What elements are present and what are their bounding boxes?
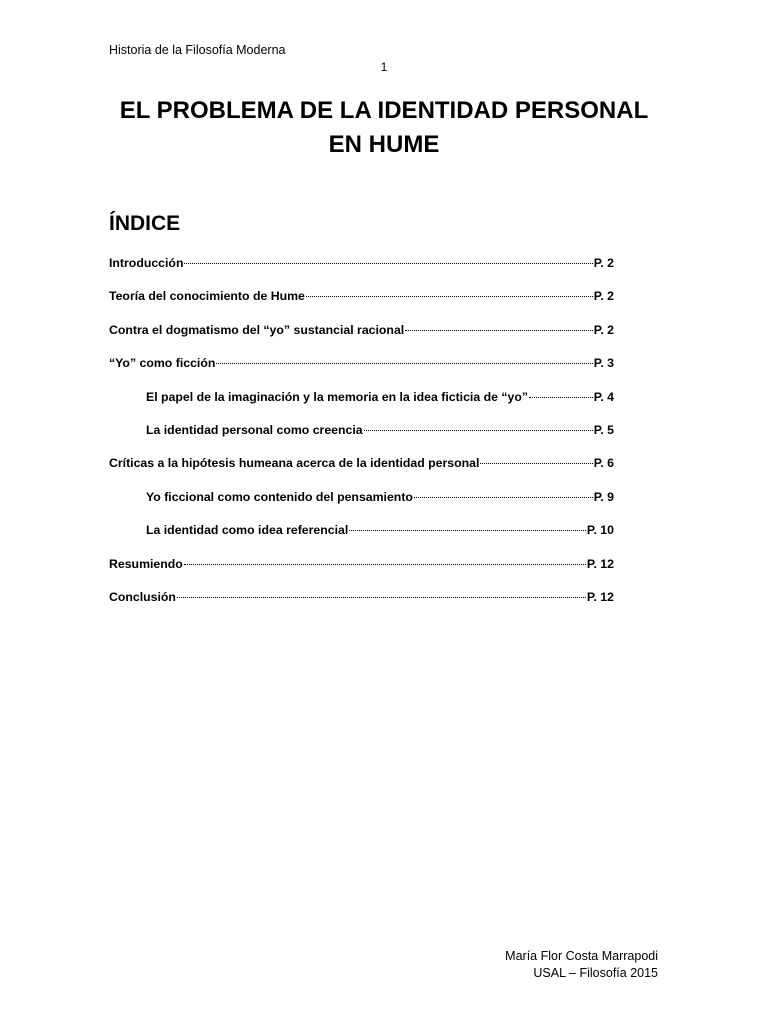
toc-entry-page: P. 12 <box>586 556 614 571</box>
toc-leader-dots <box>364 429 593 431</box>
toc-entry-label: La identidad personal como creencia <box>146 422 363 437</box>
toc-leader-dots <box>216 362 592 364</box>
footer-author: María Flor Costa Marrapodi <box>505 949 658 963</box>
toc-entry-page: P. 4 <box>593 389 614 404</box>
toc-entry-label: Resumiendo <box>109 556 183 571</box>
document-title-line-2: EN HUME <box>328 131 440 158</box>
toc-entry <box>109 323 614 356</box>
toc-entry-page: P. 2 <box>593 289 614 304</box>
toc-leader-dots <box>184 563 586 565</box>
toc-leader-dots <box>177 596 586 598</box>
document-title-line-1: EL PROBLEMA DE LA IDENTIDAD PERSONAL <box>119 97 649 124</box>
toc-subentry <box>109 423 614 456</box>
toc-entry-label: “Yo” como ficción <box>109 356 216 371</box>
toc-entry-label: Contra el dogmatismo del “yo” sustancial racional <box>109 322 405 337</box>
toc-entry <box>109 289 614 322</box>
toc-subentry <box>109 490 614 523</box>
footer-affiliation: USAL – Filosofía 2015 <box>533 966 658 980</box>
toc-subentry <box>109 523 614 556</box>
toc-subentry <box>109 390 614 423</box>
index-heading: ÍNDICE <box>109 212 181 235</box>
toc-entry-page: P. 2 <box>593 256 614 270</box>
running-header: Historia de la Filosofía Moderna <box>109 43 286 57</box>
toc-entry <box>109 557 614 590</box>
toc-leader-dots <box>306 295 593 297</box>
toc-leader-dots <box>349 529 586 531</box>
toc-entry-page: P. 10 <box>586 523 614 538</box>
toc-entry-label: Críticas a la hipótesis humeana acerca de la identidad personal <box>109 456 480 471</box>
toc-entry-page: P. 6 <box>593 456 614 471</box>
toc-entry-page: P. 12 <box>586 589 614 604</box>
toc-entry <box>109 256 614 289</box>
table-of-contents <box>109 256 614 623</box>
toc-entry-label: La identidad como idea referencial <box>146 523 349 538</box>
toc-entry-page: P. 9 <box>593 489 614 504</box>
toc-entry <box>109 356 614 389</box>
toc-leader-dots <box>414 496 593 498</box>
toc-entry-label: Teoría del conocimiento de Hume <box>109 289 305 304</box>
toc-entry-label: Yo ficcional como contenido del pensamiento <box>146 489 413 504</box>
toc-entry-label: Introducción <box>109 256 184 270</box>
toc-entry-page: P. 5 <box>593 422 614 437</box>
toc-leader-dots <box>480 462 592 464</box>
toc-leader-dots <box>405 329 593 331</box>
toc-entry-page: P. 3 <box>593 356 614 371</box>
toc-entry <box>109 456 614 489</box>
toc-leader-dots <box>529 396 593 398</box>
toc-entry-page: P. 2 <box>593 322 614 337</box>
footer <box>505 948 658 982</box>
toc-entry <box>109 590 614 623</box>
document-title <box>0 94 768 162</box>
toc-entry-label: Conclusión <box>109 589 176 604</box>
page-number: 1 <box>380 60 388 74</box>
toc-entry-label: El papel de la imaginación y la memoria en la idea ficticia de “yo” <box>146 389 529 404</box>
toc-leader-dots <box>184 262 592 264</box>
